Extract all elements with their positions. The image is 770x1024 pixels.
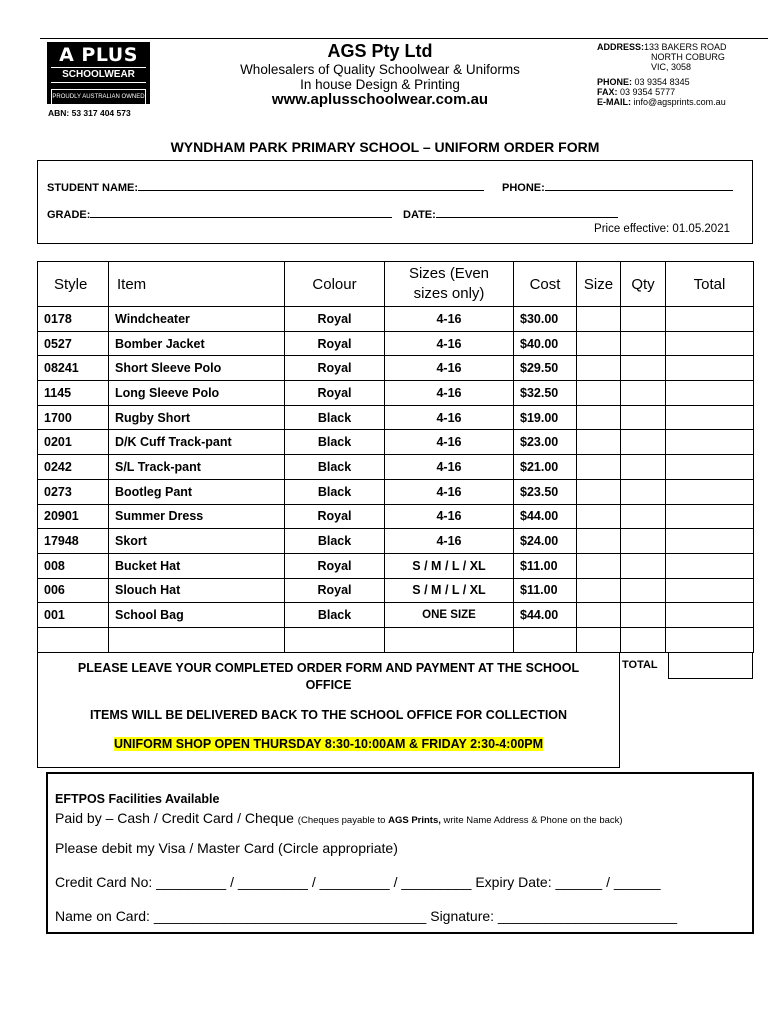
address-line2: NORTH COBURG [651, 52, 725, 62]
sizes-cell: 4-16 [385, 307, 514, 332]
abn: ABN: 53 317 404 573 [48, 108, 131, 118]
table-row [38, 356, 754, 381]
company-website: www.aplusschoolwear.com.au [271, 91, 489, 108]
student-name-field[interactable] [47, 181, 484, 194]
qty-input-cell[interactable] [621, 603, 666, 628]
qty-input-cell[interactable] [621, 430, 666, 455]
header-colour: Colour [285, 262, 385, 307]
total-input-cell[interactable] [666, 504, 754, 529]
style-cell: 20901 [38, 504, 109, 529]
colour-cell: Royal [285, 381, 385, 406]
phone-field[interactable] [502, 181, 733, 194]
colour-cell: Royal [285, 553, 385, 578]
total-label: TOTAL [622, 659, 658, 671]
eftpos-note: EFTPOS Facilities Available [55, 792, 220, 806]
sizes-cell: 4-16 [385, 381, 514, 406]
sizes-cell: S / M / L / XL [385, 553, 514, 578]
sizes-cell: 4-16 [385, 479, 514, 504]
cost-cell: $21.00 [514, 455, 577, 480]
colour-cell: Black [285, 603, 385, 628]
item-cell: School Bag [109, 603, 285, 628]
blank-cell[interactable] [514, 627, 577, 652]
qty-input-cell[interactable] [621, 356, 666, 381]
header-sizes-line1: Sizes (Even [408, 265, 490, 282]
grade-label: GRADE: [47, 209, 91, 221]
email-value: info@agsprints.com.au [633, 97, 726, 107]
price-effective: Price effective: 01.05.2021 [594, 223, 730, 235]
size-input-cell[interactable] [577, 381, 621, 406]
debit-line[interactable]: Please debit my Visa / Master Card (Circle appropriate) [55, 840, 398, 856]
size-input-cell[interactable] [577, 578, 621, 603]
table-header-row [38, 262, 754, 307]
header-style: Style [38, 262, 109, 307]
grade-field[interactable] [47, 208, 392, 221]
colour-cell: Black [285, 455, 385, 480]
colour-cell: Royal [285, 331, 385, 356]
notice-line1: PLEASE LEAVE YOUR COMPLETED ORDER FORM AND PAYMENT AT THE SCHOOL OFFICE [77, 661, 580, 692]
paid-by-line [55, 810, 623, 826]
total-input-cell[interactable] [666, 331, 754, 356]
colour-cell: Royal [285, 307, 385, 332]
sizes-cell: 4-16 [385, 529, 514, 554]
table-row [38, 307, 754, 332]
header-qty: Qty [621, 262, 666, 307]
colour-cell: Black [285, 529, 385, 554]
size-input-cell[interactable] [577, 603, 621, 628]
total-input-cell[interactable] [666, 553, 754, 578]
total-input-cell[interactable] [666, 455, 754, 480]
table-row [38, 455, 754, 480]
size-input-cell[interactable] [577, 405, 621, 430]
fax-label: FAX: [597, 87, 618, 97]
paid-by-text: Paid by – Cash / Credit Card / Cheque [55, 810, 294, 826]
size-input-cell[interactable] [577, 553, 621, 578]
header-sizes-line2: sizes only) [413, 285, 485, 302]
cheque-payee: AGS Prints, [388, 815, 441, 826]
item-cell: Summer Dress [109, 504, 285, 529]
phone-value: 03 9354 8345 [634, 77, 690, 87]
total-input-cell[interactable] [666, 529, 754, 554]
cost-cell: $29.50 [514, 356, 577, 381]
qty-input-cell[interactable] [621, 553, 666, 578]
grade-line[interactable] [90, 208, 392, 218]
style-cell: 0201 [38, 430, 109, 455]
header-item: Item [109, 262, 285, 307]
address-line1 [597, 42, 727, 53]
item-cell: Skort [109, 529, 285, 554]
size-input-cell[interactable] [577, 307, 621, 332]
table-row [38, 578, 754, 603]
total-input-cell[interactable] [666, 381, 754, 406]
date-line[interactable] [436, 208, 618, 218]
colour-cell: Royal [285, 504, 385, 529]
company-logo [47, 42, 150, 104]
item-cell: Rugby Short [109, 405, 285, 430]
card-number-line[interactable]: Credit Card No: _________ / _________ / _________ / _________ Expiry Date: ______ / ______ [55, 874, 661, 890]
style-cell: 0178 [38, 307, 109, 332]
table-row [38, 504, 754, 529]
qty-input-cell[interactable] [621, 479, 666, 504]
table-row [38, 405, 754, 430]
address-line3: VIC, 3058 [651, 62, 692, 72]
shop-hours-highlight: UNIFORM SHOP OPEN THURSDAY 8:30-10:00AM & FRIDAY 2:30-4:00PM [113, 737, 544, 751]
style-cell: 1145 [38, 381, 109, 406]
logo-line3: PROUDLY AUSTRALIAN OWNED [51, 89, 146, 105]
qty-input-cell[interactable] [621, 455, 666, 480]
cost-cell: $40.00 [514, 331, 577, 356]
table-row [38, 331, 754, 356]
student-name-line[interactable] [138, 181, 484, 191]
phone-line [597, 77, 690, 88]
email-line [597, 97, 726, 108]
size-input-cell[interactable] [577, 504, 621, 529]
item-cell: D/K Cuff Track-pant [109, 430, 285, 455]
table-row [38, 603, 754, 628]
cheque-note-post: write Name Address & Phone on the back) [440, 815, 623, 826]
total-input-box[interactable] [668, 652, 753, 679]
item-cell: Bomber Jacket [109, 331, 285, 356]
style-cell: 0273 [38, 479, 109, 504]
cheque-note [298, 815, 623, 826]
blank-cell[interactable] [621, 627, 666, 652]
sizes-cell: 4-16 [385, 455, 514, 480]
name-signature-line[interactable]: Name on Card: ___________________________________ Signature: _______________________ [55, 908, 678, 924]
item-cell: Bucket Hat [109, 553, 285, 578]
header-total: Total [666, 262, 754, 307]
blank-cell[interactable] [285, 627, 385, 652]
cost-cell: $30.00 [514, 307, 577, 332]
colour-cell: Royal [285, 356, 385, 381]
fax-value: 03 9354 5777 [620, 87, 676, 97]
sizes-cell: 4-16 [385, 331, 514, 356]
company-tagline1: Wholesalers of Quality Schoolwear & Uniforms [240, 62, 520, 77]
cost-cell: $32.50 [514, 381, 577, 406]
cost-cell: $11.00 [514, 553, 577, 578]
table-row-blank [38, 627, 754, 652]
total-input-cell[interactable] [666, 578, 754, 603]
sizes-cell: 4-16 [385, 504, 514, 529]
item-cell: Windcheater [109, 307, 285, 332]
size-input-cell[interactable] [577, 356, 621, 381]
notice-line2: ITEMS WILL BE DELIVERED BACK TO THE SCHOOL OFFICE FOR COLLECTION [89, 708, 568, 722]
style-cell: 006 [38, 578, 109, 603]
qty-input-cell[interactable] [621, 405, 666, 430]
size-input-cell[interactable] [577, 529, 621, 554]
total-input-cell[interactable] [666, 405, 754, 430]
total-input-cell[interactable] [666, 307, 754, 332]
header-rule [40, 38, 768, 39]
payment-box [46, 772, 754, 934]
qty-input-cell[interactable] [621, 331, 666, 356]
blank-cell[interactable] [109, 627, 285, 652]
cost-cell: $23.00 [514, 430, 577, 455]
size-input-cell[interactable] [577, 331, 621, 356]
total-input-cell[interactable] [666, 603, 754, 628]
email-label: E-MAIL: [597, 97, 631, 107]
fax-line [597, 87, 675, 98]
style-cell: 1700 [38, 405, 109, 430]
address-value1: 133 BAKERS ROAD [644, 42, 727, 52]
table-row [38, 529, 754, 554]
header-cost: Cost [514, 262, 577, 307]
form-title: WYNDHAM PARK PRIMARY SCHOOL – UNIFORM ORDER FORM [170, 139, 600, 155]
style-cell: 08241 [38, 356, 109, 381]
sizes-cell: ONE SIZE [385, 603, 514, 628]
cost-cell: $44.00 [514, 603, 577, 628]
header-sizes [385, 262, 514, 307]
phone-label: PHONE: [597, 77, 633, 87]
qty-input-cell[interactable] [621, 307, 666, 332]
student-name-label: STUDENT NAME: [47, 182, 139, 194]
blank-cell[interactable] [577, 627, 621, 652]
total-input-cell[interactable] [666, 479, 754, 504]
sizes-cell: 4-16 [385, 405, 514, 430]
qty-input-cell[interactable] [621, 381, 666, 406]
table-row [38, 430, 754, 455]
logo-line1: A PLUS [59, 44, 138, 66]
sizes-cell: S / M / L / XL [385, 578, 514, 603]
style-cell: 001 [38, 603, 109, 628]
style-cell: 0527 [38, 331, 109, 356]
sizes-cell: 4-16 [385, 356, 514, 381]
phone-field-label: PHONE: [502, 182, 545, 194]
total-input-cell[interactable] [666, 356, 754, 381]
size-input-cell[interactable] [577, 430, 621, 455]
company-tagline2: In house Design & Printing [300, 77, 460, 92]
table-row [38, 381, 754, 406]
notice-box [37, 652, 620, 768]
qty-input-cell[interactable] [621, 578, 666, 603]
cost-cell: $11.00 [514, 578, 577, 603]
style-cell: 17948 [38, 529, 109, 554]
qty-input-cell[interactable] [621, 504, 666, 529]
colour-cell: Black [285, 430, 385, 455]
order-table [37, 261, 754, 653]
item-cell: Bootleg Pant [109, 479, 285, 504]
date-field[interactable] [403, 208, 618, 221]
notice-line3 [38, 737, 619, 751]
size-input-cell[interactable] [577, 479, 621, 504]
date-label: DATE: [403, 209, 436, 221]
item-cell: Slouch Hat [109, 578, 285, 603]
cost-cell: $24.00 [514, 529, 577, 554]
size-input-cell[interactable] [577, 455, 621, 480]
table-row [38, 479, 754, 504]
cheque-note-pre: (Cheques payable to [297, 815, 389, 826]
qty-input-cell[interactable] [621, 529, 666, 554]
blank-cell[interactable] [38, 627, 109, 652]
header-size: Size [577, 262, 621, 307]
address-label: ADDRESS: [597, 42, 645, 52]
blank-cell[interactable] [666, 627, 754, 652]
sizes-cell: 4-16 [385, 430, 514, 455]
style-cell: 008 [38, 553, 109, 578]
cost-cell: $19.00 [514, 405, 577, 430]
student-details-box [37, 160, 753, 244]
colour-cell: Black [285, 479, 385, 504]
item-cell: Short Sleeve Polo [109, 356, 285, 381]
colour-cell: Royal [285, 578, 385, 603]
total-input-cell[interactable] [666, 430, 754, 455]
colour-cell: Black [285, 405, 385, 430]
cost-cell: $23.50 [514, 479, 577, 504]
logo-line2: SCHOOLWEAR [51, 67, 146, 83]
item-cell: Long Sleeve Polo [109, 381, 285, 406]
phone-field-line[interactable] [545, 181, 733, 191]
table-row [38, 553, 754, 578]
style-cell: 0242 [38, 455, 109, 480]
cost-cell: $44.00 [514, 504, 577, 529]
item-cell: S/L Track-pant [109, 455, 285, 480]
company-name: AGS Pty Ltd [327, 41, 433, 61]
blank-cell[interactable] [385, 627, 514, 652]
